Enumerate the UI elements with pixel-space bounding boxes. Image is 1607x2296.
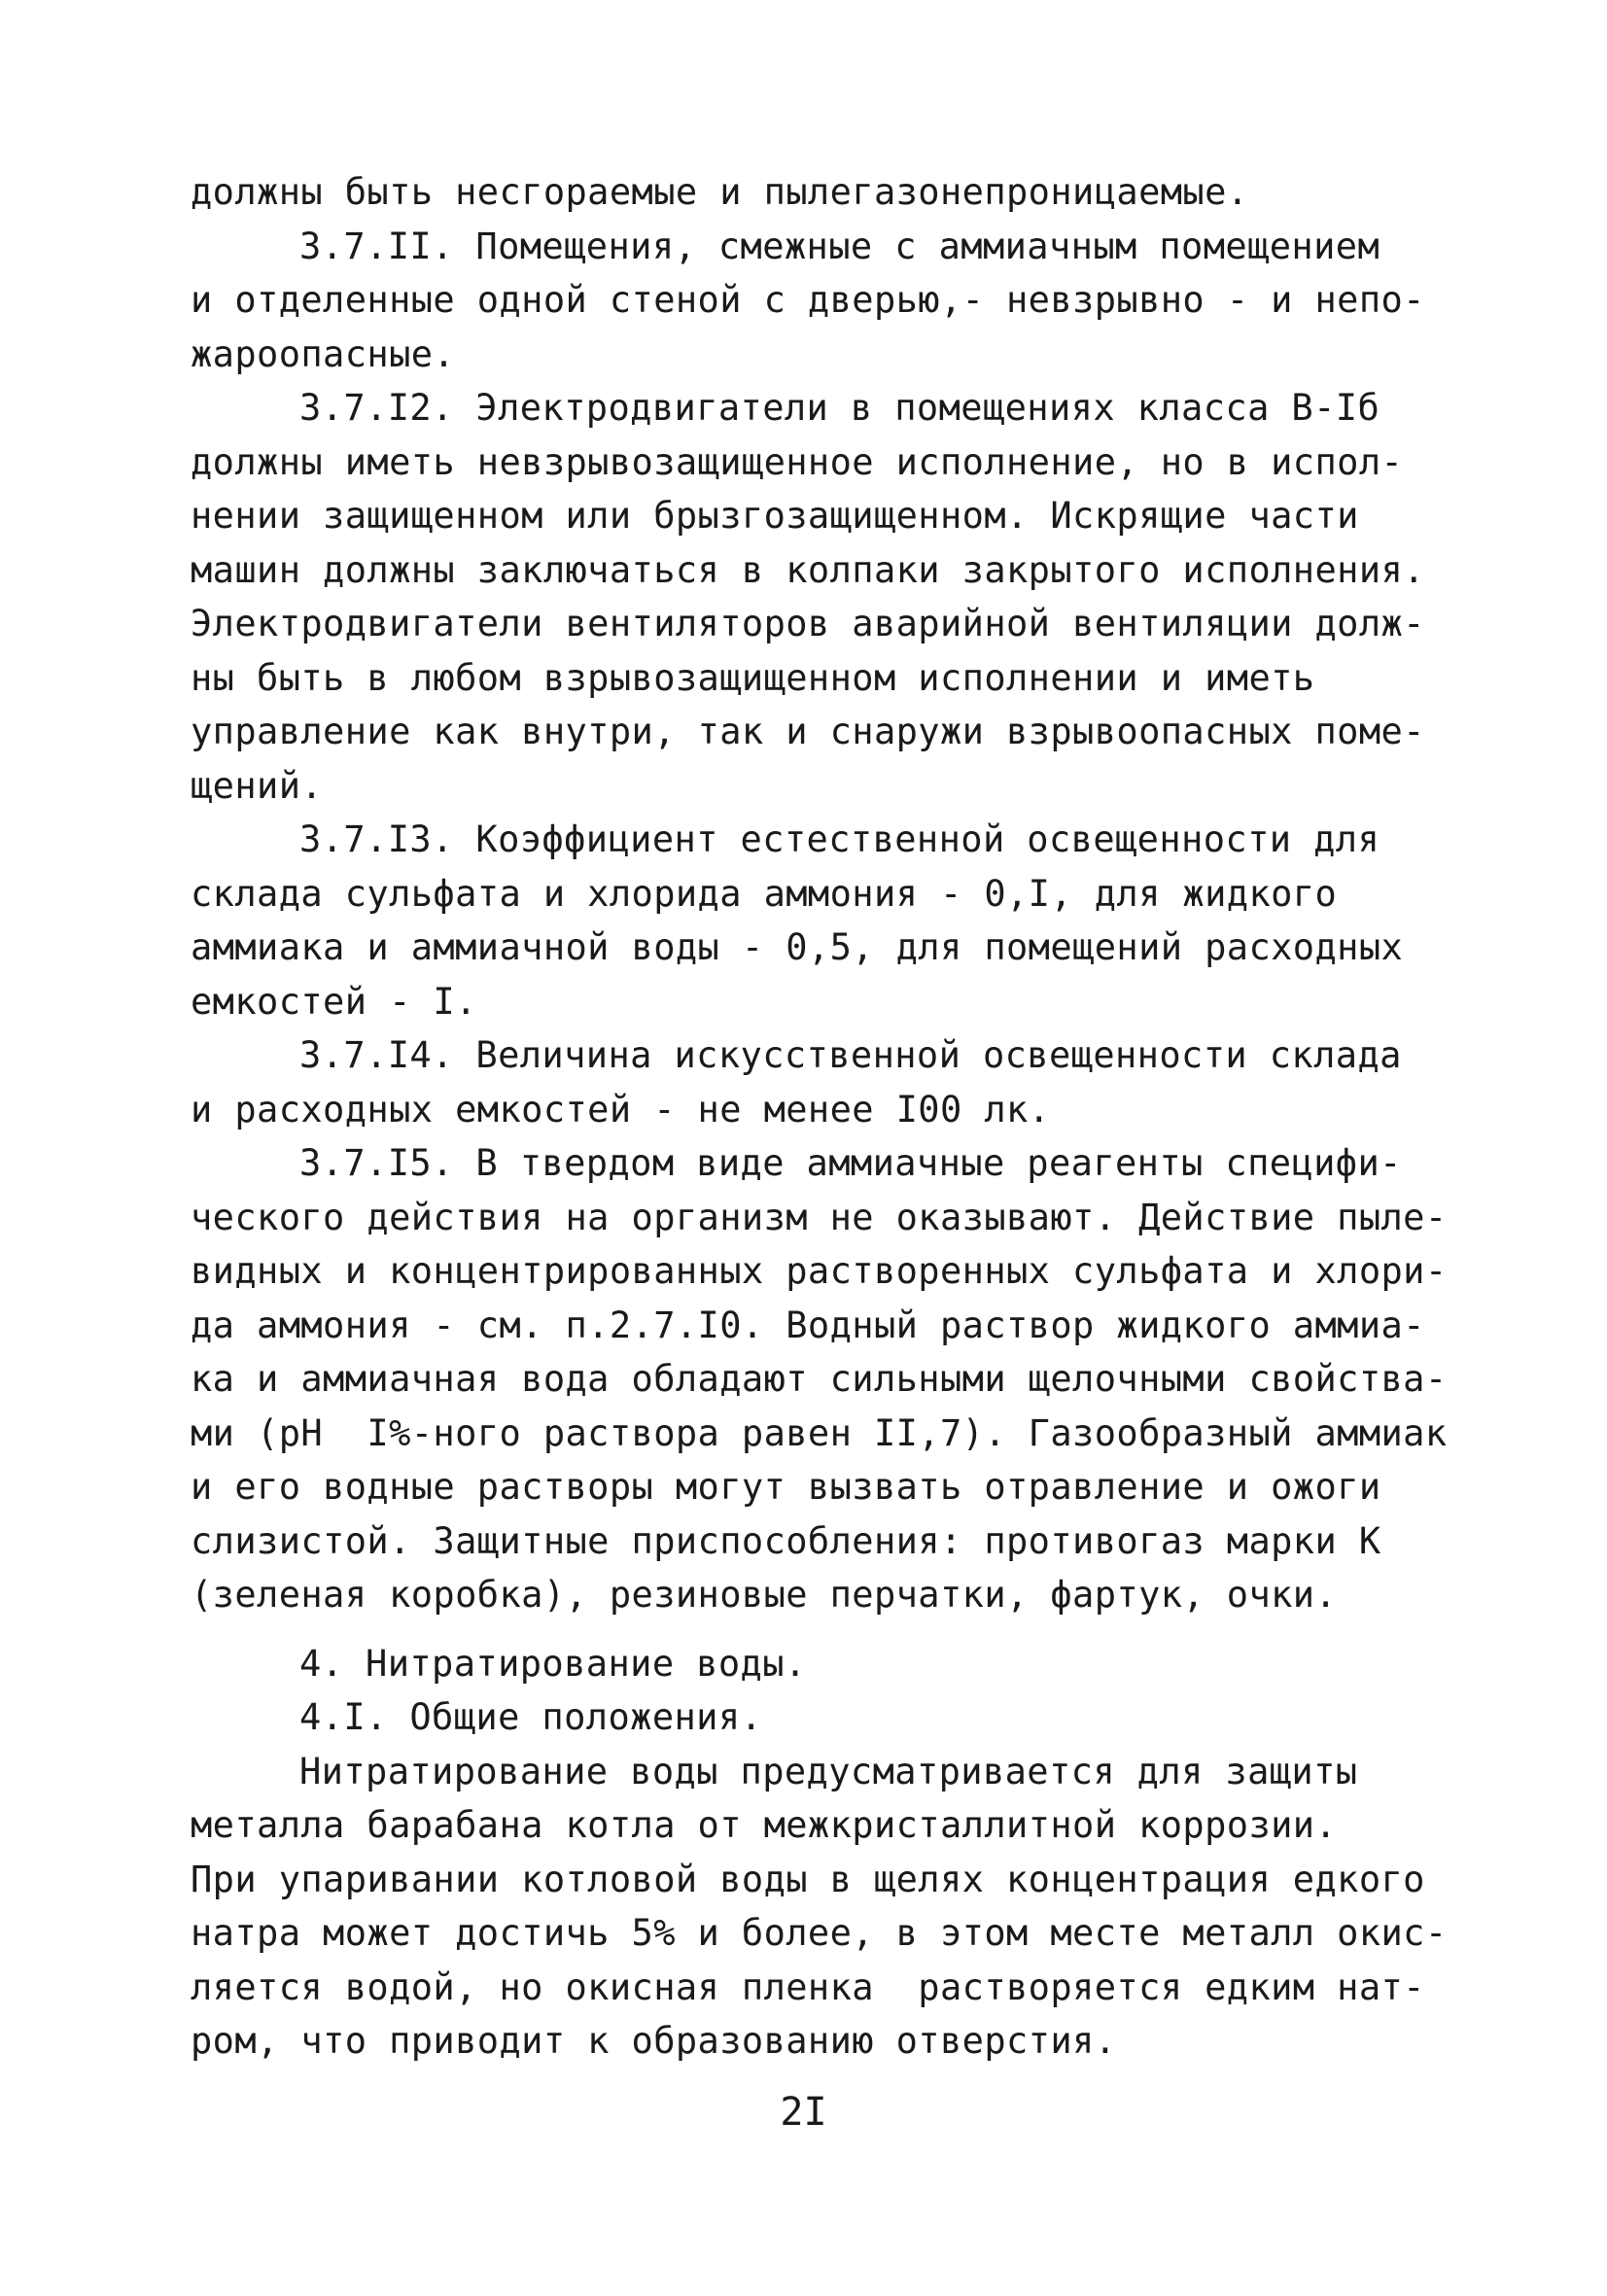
text-line: 3.7.II. Помещения, смежные с аммиачным помещением [299,225,1380,267]
section-gap [191,1622,1445,1637]
text-line: При упаривании котловой воды в щелях концентрация едкого [191,1858,1425,1900]
text-line: ны быть в любом взрывозащищенном исполнении и иметь [191,656,1315,699]
text-line: Нитратирование воды предусматривается для защиты [299,1750,1358,1792]
page-number: 2I [780,2090,827,2135]
text-line: жароопасные. [191,332,456,375]
text-line: должны быть несгораемые и пылегазонепроницаемые. [191,171,1249,213]
text-line: ляется водой, но окисная пленка растворяется едким нат- [191,1966,1425,2008]
section-heading: 4. Нитратирование воды. [299,1642,807,1685]
document-body [191,165,1448,2069]
text-line: щений. [191,764,324,807]
text-line: металла барабана котла от межкристаллитной коррозии. [191,1804,1338,1846]
subsection-heading: 4.I. Общие положения. [299,1696,763,1738]
text-line: видных и концентрированных растворенных сульфата и хлори- [191,1250,1448,1292]
text-line: 3.7.I2. Электродвигатели в помещениях класса В-Iб [299,387,1380,429]
text-line: Электродвигатели вентиляторов аварийной вентиляции долж- [191,603,1425,644]
text-line: склада сульфата и хлорида аммония - 0,I, для жидкого [191,872,1338,915]
text-line: слизистой. Защитные приспособления: противогаз марки К [191,1519,1381,1562]
text-line: ром, что приводит к образованию отверстия. [191,2020,1117,2062]
text-line: натра может достичь 5% и более, в этом месте металл окис- [191,1912,1448,1954]
text-line: и его водные растворы могут вызвать отравление и ожоги [191,1466,1381,1508]
text-line: и отделенные одной стеной с дверью,- невзрывно - и непо- [191,279,1425,321]
text-line: управление как внутри, так и снаружи взрывоопасных поме- [191,711,1425,752]
text-line: 3.7.I5. В твердом виде аммиачные реагенты специфи- [299,1142,1402,1184]
text-line: машин должны заключаться в колпаки закрытого исполнения. [191,548,1425,591]
text-line: аммиака и аммиачной воды - 0,5, для помещений расходных [191,926,1404,968]
text-line: ка и аммиачная вода обладают сильными щелочными свойства- [191,1358,1448,1400]
text-line: 3.7.I4. Величина искусственной освещенности склада [299,1034,1402,1076]
text-line: и расходных емкостей - не менее I00 лк. [191,1088,1051,1131]
text-line: ческого действия на организм не оказывают. Действие пыле- [191,1196,1448,1238]
text-line: ми (pH I%-ного раствора равен II,7). Газообразный аммиак [191,1411,1448,1454]
text-line: нении защищенном или брызгозащищенном. Искрящие части [191,495,1359,537]
text-line: должны иметь невзрывозащищенное исполнение, но в испол- [191,440,1404,483]
text-line: емкостей - I. [191,980,477,1023]
text-line: да аммония - см. п.2.7.I0. Водный раствор жидкого аммиа- [191,1304,1425,1346]
text-line: (зеленая коробка), резиновые перчатки, фартук, очки. [191,1574,1338,1616]
text-line: 3.7.I3. Коэффициент естественной освещенности для [299,818,1380,860]
